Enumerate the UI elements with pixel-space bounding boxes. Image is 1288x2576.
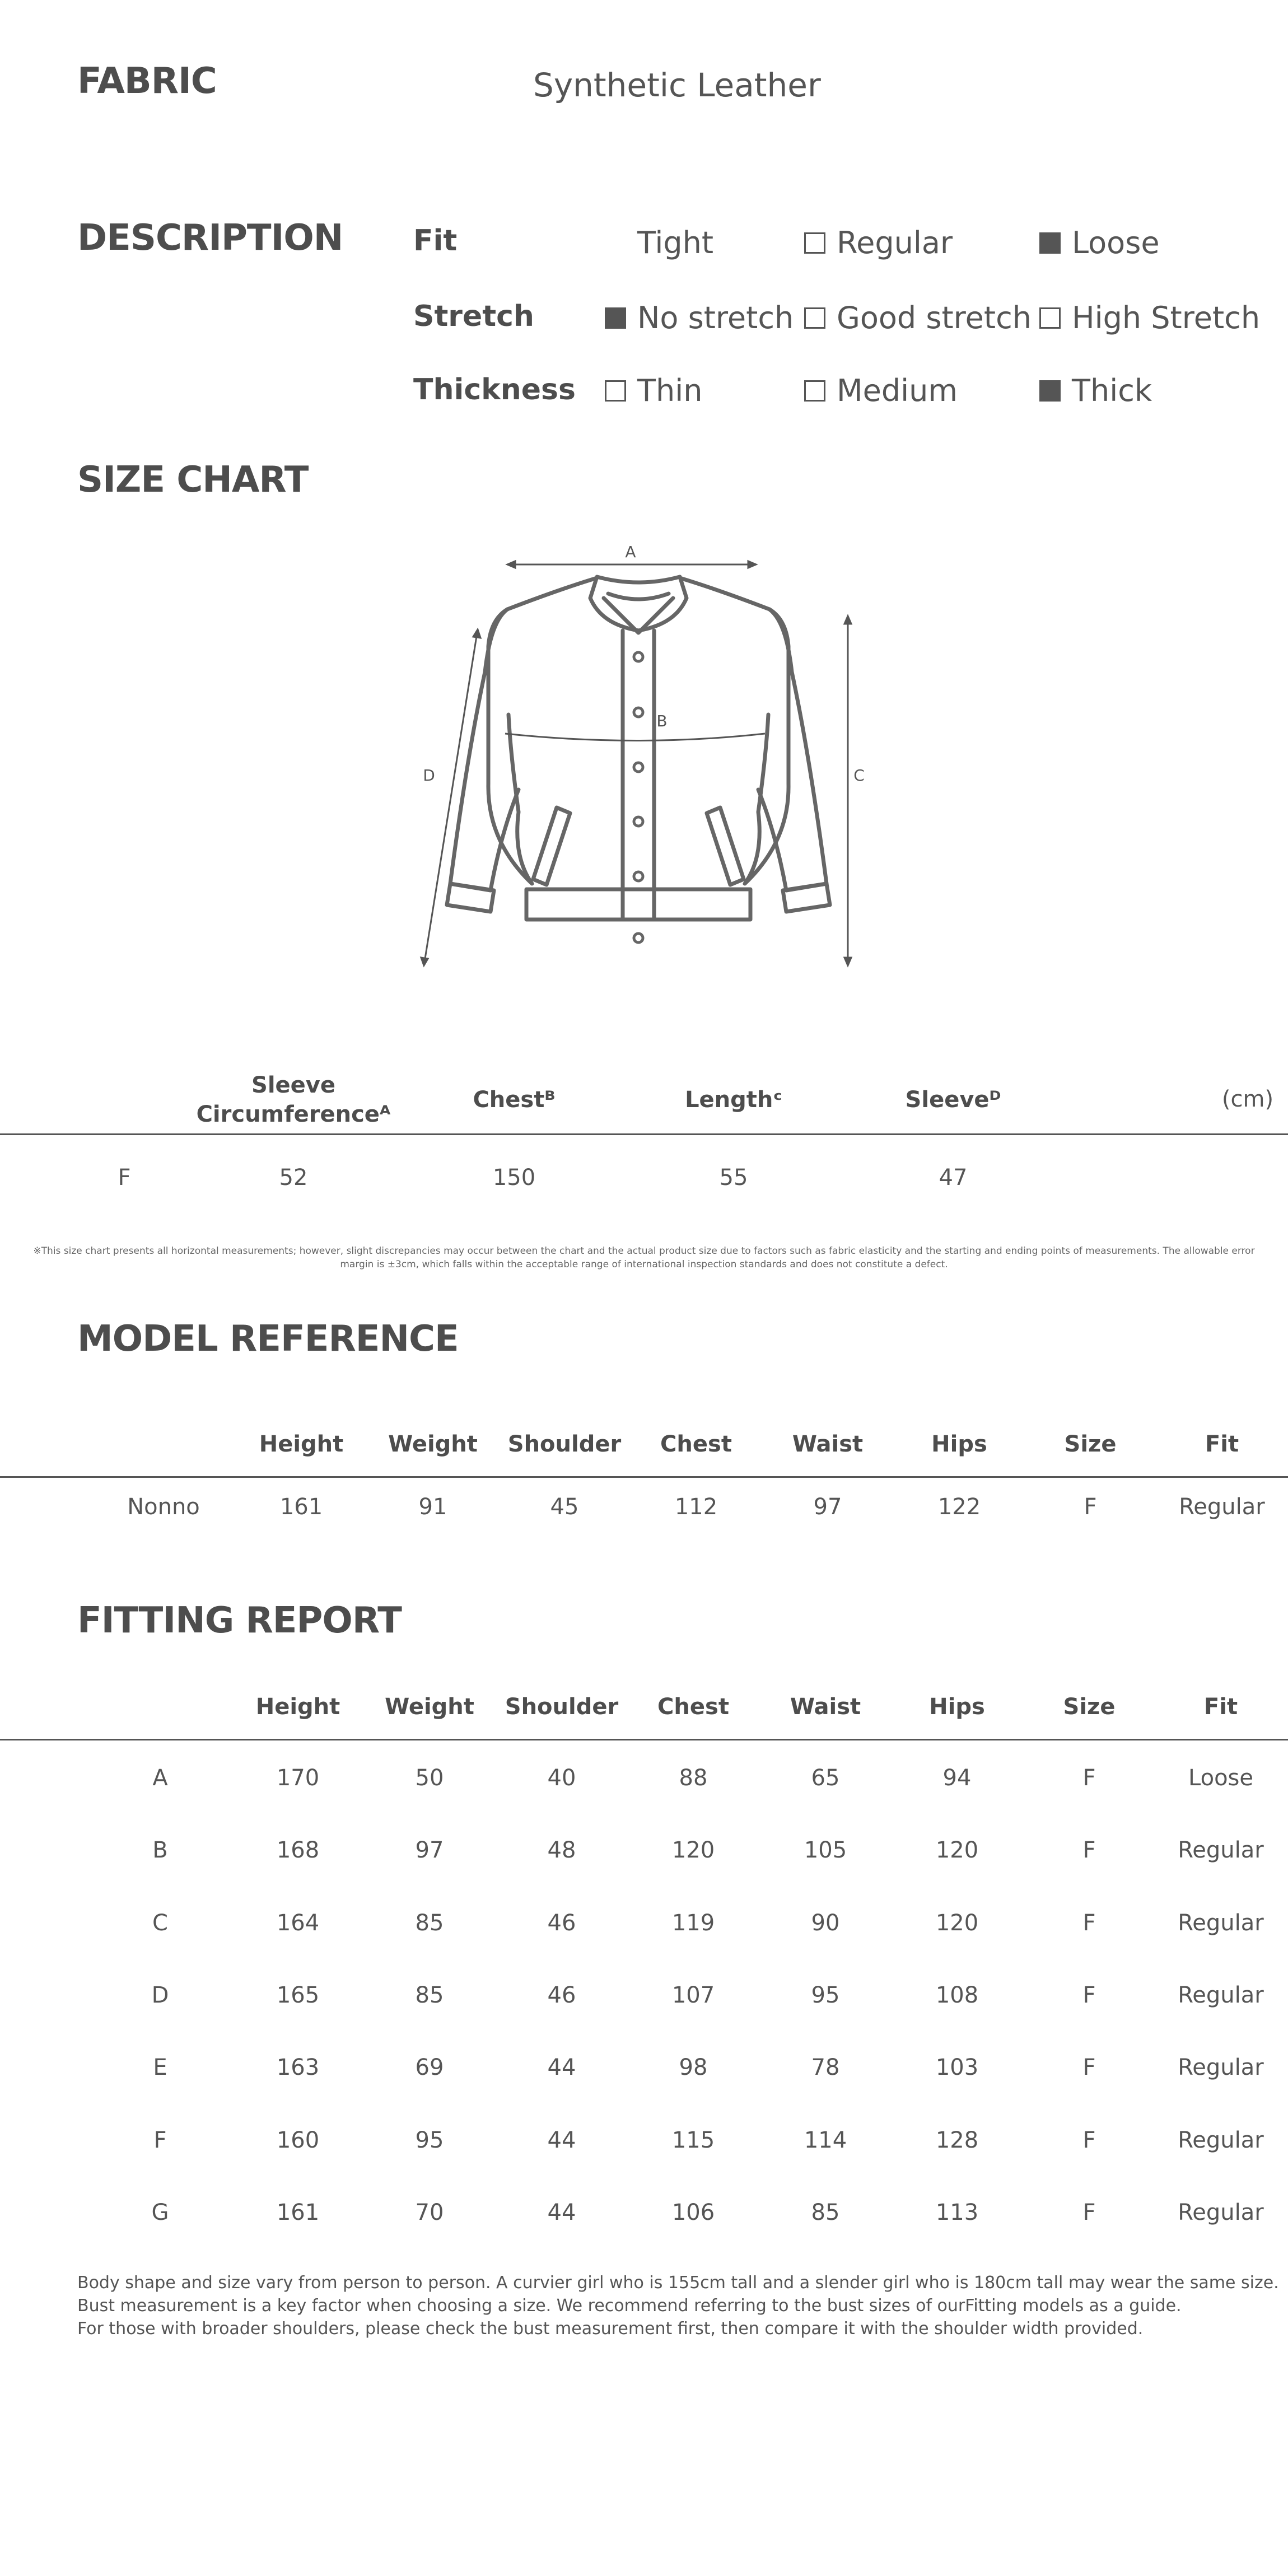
model-col-shoulder: Shoulder [507, 1431, 622, 1457]
size-value-sleeve-circumference: 52 [279, 1165, 308, 1191]
diagram-label-b: B [656, 712, 668, 730]
fitting-height: 161 [276, 2199, 320, 2225]
size-col-sleeve-line2: Circumferenceᴬ [196, 1102, 391, 1127]
fitting-weight: 95 [415, 2127, 444, 2153]
fitting-fit: Regular [1178, 1982, 1264, 2008]
fitting-name: E [153, 2055, 167, 2081]
thickness-thin-checkbox [605, 380, 626, 402]
model-col-fit: Fit [1205, 1431, 1239, 1457]
fitting-fit: Regular [1178, 2199, 1264, 2225]
fitting-fit: Regular [1178, 1910, 1264, 1936]
fitting-shoulder: 46 [547, 1982, 576, 2008]
model-col-hips: Hips [931, 1431, 987, 1457]
fitting-waist: 105 [804, 1837, 847, 1864]
size-row-label: F [118, 1165, 131, 1191]
jacket-button [634, 708, 643, 717]
size-value-chest: 150 [492, 1165, 536, 1191]
fitting-name: G [151, 2199, 169, 2225]
jacket-button [634, 872, 643, 881]
arrow-head [748, 561, 756, 568]
fitting-col-waist: Waist [790, 1694, 861, 1720]
size-value-sleeve: 47 [939, 1165, 968, 1191]
model-col-height: Height [259, 1431, 344, 1457]
fitting-col-fit: Fit [1203, 1694, 1238, 1720]
thickness-label: Thickness [413, 373, 576, 407]
stretch-none-label: No stretch [637, 300, 794, 335]
model-col-weight: Weight [388, 1431, 478, 1457]
jacket-left-side [488, 578, 597, 884]
fit-option-tight [605, 225, 713, 260]
model-weight: 91 [418, 1494, 447, 1520]
stretch-label: Stretch [413, 300, 534, 333]
fitting-fit: Loose [1188, 1765, 1253, 1791]
fitting-col-shoulder: Shoulder [505, 1694, 619, 1720]
arrow-head [421, 958, 428, 965]
size-col-sleeve-circumference [197, 1071, 391, 1129]
fitting-shoulder: 40 [547, 1765, 576, 1791]
fitting-col-weight: Weight [385, 1694, 474, 1720]
fitting-chest: 106 [671, 2199, 715, 2225]
thickness-medium-checkbox [804, 380, 825, 402]
footer-note: Body shape and size vary from person to person. A curvier girl who is 155cm tall and a slender girl who is 180cm tall may wear the same size. [77, 2273, 1279, 2293]
fit-option-loose [1039, 225, 1160, 260]
fitting-hips: 94 [942, 1765, 972, 1791]
fitting-waist: 65 [811, 1765, 840, 1791]
fitting-size: F [1082, 2199, 1096, 2225]
thickness-option-thick [1039, 373, 1152, 408]
fit-regular-label: Regular [837, 225, 953, 260]
fitting-hips: 120 [935, 1837, 979, 1864]
fitting-height: 170 [276, 1765, 320, 1791]
fitting-size: F [1082, 1837, 1096, 1864]
fabric-value: Synthetic Leather [533, 66, 821, 104]
fitting-size: F [1082, 1982, 1096, 2008]
size-unit: (cm) [1221, 1086, 1274, 1112]
diagram-label-a: A [625, 543, 636, 561]
fitting-waist: 90 [811, 1910, 840, 1936]
fitting-size: F [1082, 1910, 1096, 1936]
thickness-thick-label: Thick [1072, 373, 1152, 408]
fitting-col-chest: Chest [657, 1694, 729, 1720]
model-hips: 122 [937, 1494, 981, 1520]
stretch-option-high [1039, 300, 1260, 335]
fitting-size: F [1082, 2055, 1096, 2081]
fitting-weight: 69 [415, 2055, 444, 2081]
jacket-button [634, 763, 643, 772]
stretch-good-label: Good stretch [837, 300, 1032, 335]
fitting-name: C [152, 1910, 168, 1936]
fitting-weight: 85 [415, 1910, 444, 1936]
fitting-size: F [1082, 1765, 1096, 1791]
fitting-col-hips: Hips [929, 1694, 985, 1720]
footer-notes [77, 2271, 1279, 2340]
fitting-hips: 128 [935, 2127, 979, 2153]
jacket-left-pocket [533, 808, 570, 885]
fitting-shoulder: 46 [547, 1910, 576, 1936]
model-chest: 112 [674, 1494, 718, 1520]
fitting-report-heading: FITTING REPORT [77, 1600, 402, 1641]
fitting-fit: Regular [1178, 2055, 1264, 2081]
jacket-diagram [392, 521, 896, 986]
jacket-button [634, 817, 643, 826]
size-col-sleeve: Sleeveᴰ [905, 1087, 1001, 1113]
fitting-chest: 88 [679, 1765, 708, 1791]
fit-loose-label: Loose [1072, 225, 1160, 260]
fitting-name: D [151, 1982, 169, 2008]
fitting-weight: 50 [415, 1765, 444, 1791]
fitting-chest: 98 [679, 2055, 708, 2081]
fitting-chest: 120 [671, 1837, 715, 1864]
thickness-option-thin [605, 373, 702, 408]
footer-note: Bust measurement is a key factor when choosing a size. We recommend referring to the bust sizes of ourFitting models as a guide. [77, 2296, 1182, 2316]
size-col-sleeve-line1: Sleeve [251, 1072, 335, 1098]
fitting-waist: 85 [811, 2199, 840, 2225]
fitting-hips: 113 [935, 2199, 979, 2225]
fitting-table-rule [0, 1739, 1288, 1740]
arrow-head [844, 616, 851, 624]
fit-regular-checkbox [804, 232, 825, 254]
jacket-button [634, 652, 643, 661]
jacket-right-cuff [783, 884, 830, 912]
jacket-right-sleeve [758, 609, 827, 890]
model-col-waist: Waist [792, 1431, 864, 1457]
fitting-shoulder: 44 [547, 2199, 576, 2225]
size-chart-note-line2: margin is ±3cm, which falls within the acceptable range of international inspection standards and does not constitute a defect. [340, 1259, 948, 1270]
jacket-right-pocket [707, 808, 744, 885]
fitting-waist: 95 [811, 1982, 840, 2008]
fitting-name: B [152, 1837, 168, 1864]
arrow-head [473, 629, 480, 638]
fit-tight-label: Tight [637, 225, 714, 260]
description-heading: DESCRIPTION [77, 217, 343, 259]
size-chart-note-line1: ※This size chart presents all horizontal measurements; however, slight discrepancies may occur between the chart and the actual product size due to factors such as fabric elasticity and the starting and ending points of measurements. The allowable error [33, 1245, 1255, 1257]
stretch-option-good [804, 300, 1032, 335]
size-table-rule [0, 1133, 1288, 1135]
model-waist: 97 [813, 1494, 842, 1520]
fitting-col-height: Height [255, 1694, 340, 1720]
fitting-col-size: Size [1063, 1694, 1116, 1720]
model-col-size: Size [1064, 1431, 1117, 1457]
arrow-head [844, 958, 851, 965]
fitting-height: 164 [276, 1910, 320, 1936]
fitting-waist: 114 [804, 2127, 847, 2153]
fitting-height: 165 [276, 1982, 320, 2008]
fitting-chest: 107 [671, 1982, 715, 2008]
fitting-shoulder: 48 [547, 1837, 576, 1864]
measure-line-d [424, 633, 477, 962]
size-col-length: Lengthᶜ [685, 1087, 782, 1113]
fit-option-regular [804, 225, 953, 260]
fitting-shoulder: 44 [547, 2127, 576, 2153]
size-chart-heading: SIZE CHART [77, 459, 309, 501]
fitting-weight: 97 [415, 1837, 444, 1864]
model-shoulder: 45 [550, 1494, 579, 1520]
fitting-chest: 119 [671, 1910, 715, 1936]
fitting-hips: 103 [935, 2055, 979, 2081]
fitting-fit: Regular [1178, 1837, 1264, 1864]
stretch-high-label: High Stretch [1072, 300, 1261, 335]
stretch-high-checkbox [1039, 307, 1061, 329]
thickness-thin-label: Thin [637, 373, 703, 408]
jacket-collar-inner [608, 594, 669, 599]
thickness-medium-label: Medium [837, 373, 958, 408]
fitting-waist: 78 [811, 2055, 840, 2081]
fabric-heading: FABRIC [77, 60, 217, 102]
fitting-name: A [152, 1765, 168, 1791]
fit-label: Fit [413, 224, 458, 258]
model-name: Nonno [127, 1494, 200, 1520]
size-chart-note [0, 1244, 1288, 1271]
jacket-left-sleeve [450, 609, 519, 890]
model-table-rule [0, 1476, 1288, 1478]
fitting-fit: Regular [1178, 2127, 1264, 2153]
model-fit: Regular [1179, 1494, 1265, 1520]
size-col-chest: Chestᴮ [473, 1087, 556, 1113]
stretch-option-none [605, 300, 794, 335]
jacket-left-cuff [447, 884, 494, 912]
fitting-name: F [153, 2127, 167, 2153]
fitting-chest: 115 [671, 2127, 715, 2153]
stretch-none-checkbox [605, 307, 626, 329]
stretch-good-checkbox [804, 307, 825, 329]
model-reference-heading: MODEL REFERENCE [77, 1318, 459, 1360]
fitting-height: 163 [276, 2055, 320, 2081]
diagram-label-c: C [853, 766, 865, 785]
fitting-height: 168 [276, 1837, 320, 1864]
size-value-length: 55 [719, 1165, 748, 1191]
jacket-placket [623, 631, 654, 920]
fit-loose-checkbox [1039, 232, 1061, 254]
jacket-collar [590, 577, 687, 631]
model-col-chest: Chest [660, 1431, 732, 1457]
jacket-button [634, 934, 643, 942]
fitting-hips: 120 [935, 1910, 979, 1936]
fitting-weight: 85 [415, 1982, 444, 2008]
arrow-head [507, 561, 515, 568]
fitting-weight: 70 [415, 2199, 444, 2225]
fitting-hips: 108 [935, 1982, 979, 2008]
footer-note: For those with broader shoulders, please check the bust measurement first, then compare it with the shoulder width provided. [77, 2319, 1144, 2339]
diagram-label-d: D [423, 766, 435, 785]
model-size: F [1084, 1494, 1097, 1520]
jacket-neckline [604, 598, 673, 633]
measure-line-b [505, 734, 765, 741]
fitting-size: F [1082, 2127, 1096, 2153]
model-height: 161 [279, 1494, 323, 1520]
jacket-right-side [680, 578, 788, 884]
thickness-option-medium [804, 373, 958, 408]
fitting-shoulder: 44 [547, 2055, 576, 2081]
thickness-thick-checkbox [1039, 380, 1061, 402]
fitting-height: 160 [276, 2127, 320, 2153]
jacket-hem-band [526, 889, 750, 920]
